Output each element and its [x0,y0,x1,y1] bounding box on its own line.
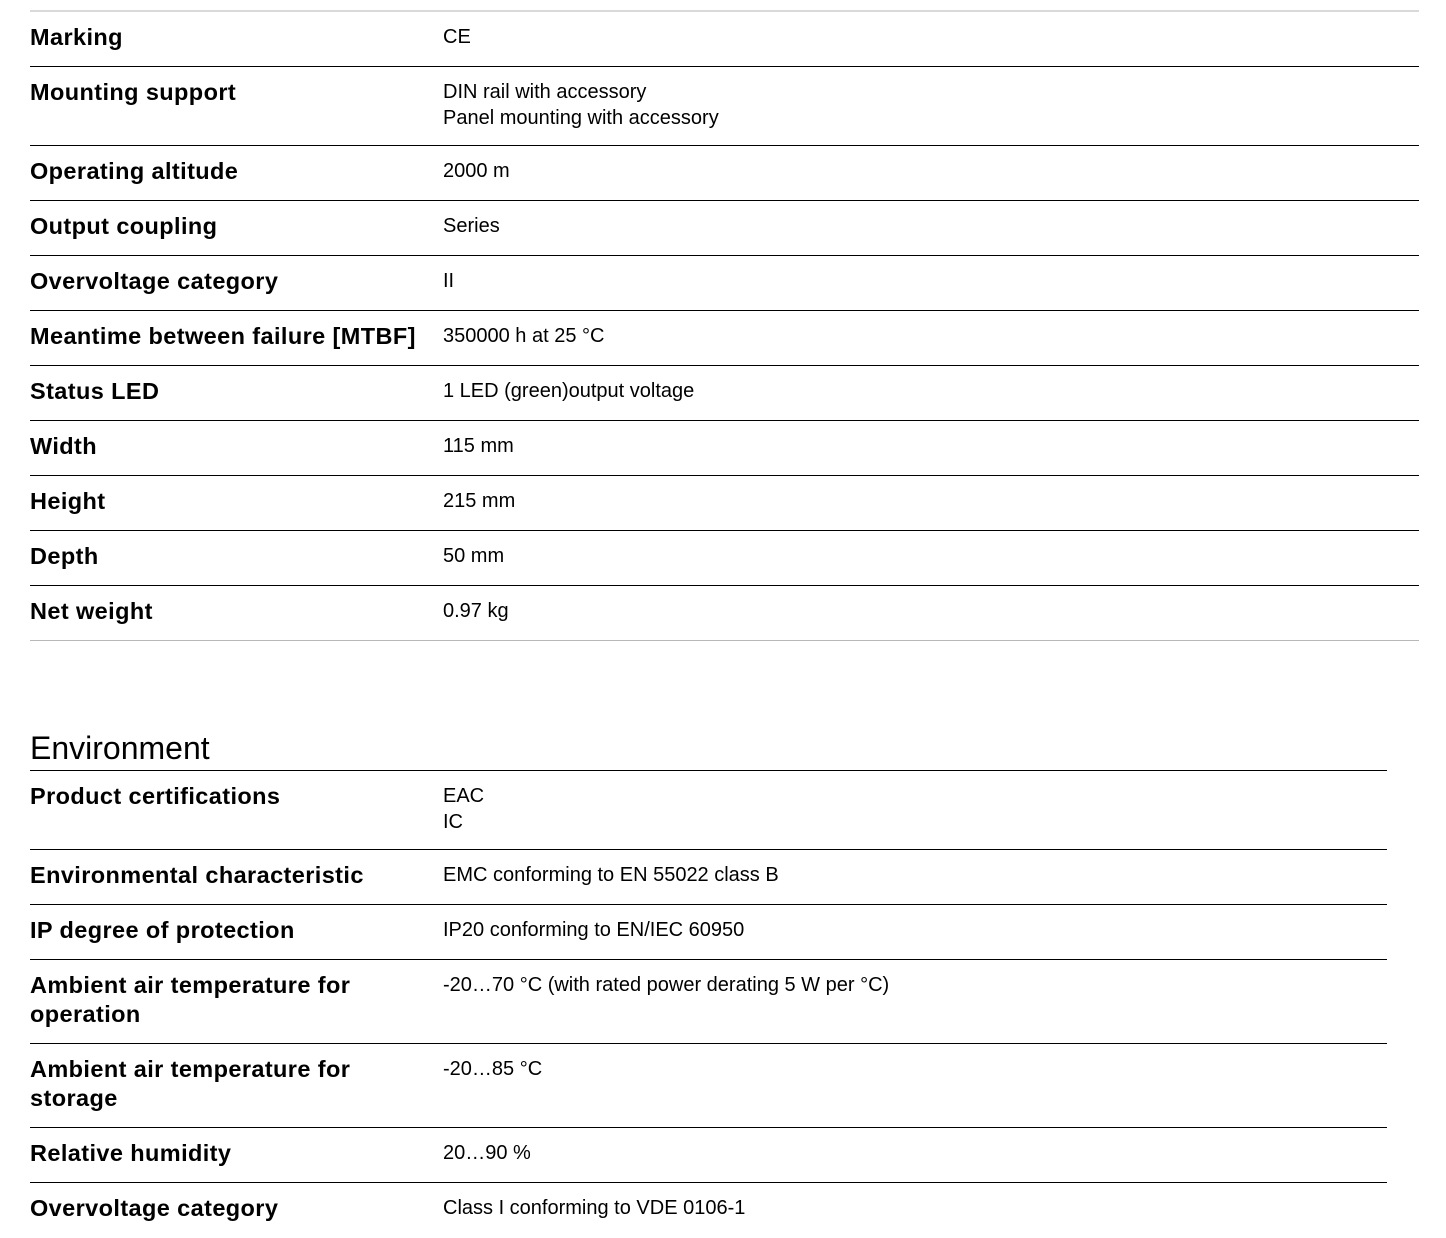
table-row [30,256,1419,311]
spec-value-line: -20…70 °C (with rated power derating 5 W per °C) [443,974,890,996]
table-row [30,960,1387,1044]
spec-value [443,771,1387,850]
spec-label: Ambient air temperature for operation [30,972,351,1027]
spec-value-line: 50 mm [443,545,505,567]
table-row [30,146,1419,201]
spec-value-line: 350000 h at 25 °C [443,325,605,347]
spec-value [443,850,1387,905]
table-row [30,850,1387,905]
spec-label: Overvoltage category [30,1195,279,1221]
spec-label: Net weight [30,598,153,624]
table-row [30,11,1419,67]
spec-value-line: Class I conforming to VDE 0106-1 [443,1197,746,1219]
spec-label: Product certifications [30,783,281,809]
environment-spec-table [30,770,1387,1237]
general-spec-table [30,10,1419,641]
spec-value-line: 20…90 % [443,1142,531,1164]
spec-value-line: DIN rail with accessory [443,81,647,103]
spec-label: Relative humidity [30,1140,232,1166]
spec-value [443,905,1387,960]
spec-value-line: 115 mm [443,435,514,457]
spec-value [443,476,1419,531]
spec-value-line: EMC conforming to EN 55022 class B [443,864,779,886]
spec-value [443,586,1419,641]
spec-value [443,960,1387,1044]
spec-value-line: CE [443,26,471,48]
spec-value-line: -20…85 °C [443,1058,543,1080]
spec-value-line: 215 mm [443,490,516,512]
spec-value-line: IP20 conforming to EN/IEC 60950 [443,919,745,941]
spec-value-line: Series [443,215,500,237]
spec-value [443,421,1419,476]
spec-value [443,1044,1387,1128]
spec-value [443,67,1419,146]
table-row [30,366,1419,421]
table-row [30,586,1419,641]
spec-label: Width [30,433,98,459]
spec-label: Meantime between failure [MTBF] [30,323,416,349]
spec-value [443,531,1419,586]
spec-value [443,1183,1387,1238]
spec-label: IP degree of protection [30,917,295,943]
spec-label: Output coupling [30,213,218,239]
spec-label: Environmental characteristic [30,862,364,888]
spec-value-line: 0.97 kg [443,600,509,622]
spec-label: Height [30,488,106,514]
spec-label: Marking [30,24,123,50]
spec-label: Operating altitude [30,158,239,184]
table-row [30,1183,1387,1238]
table-row [30,771,1387,850]
table-row [30,201,1419,256]
spec-value-line: 2000 m [443,160,510,182]
spec-value-line: 1 LED (green)output voltage [443,380,695,402]
table-row [30,67,1419,146]
table-row [30,311,1419,366]
spec-value-line: EAC [443,785,485,807]
spec-value [443,146,1419,201]
spec-label: Ambient air temperature for storage [30,1056,351,1111]
spec-value [443,366,1419,421]
spec-value [443,201,1419,256]
spec-value [443,256,1419,311]
table-row [30,905,1387,960]
spec-value [443,1128,1387,1183]
spec-value-line: IC [443,811,463,833]
spec-label: Depth [30,543,99,569]
spec-value-line: Panel mounting with accessory [443,107,719,129]
table-row [30,531,1419,586]
spec-value [443,311,1419,366]
spec-label: Status LED [30,378,160,404]
table-row [30,1044,1387,1128]
spec-label: Mounting support [30,79,237,105]
table-row [30,1128,1387,1183]
spec-value [443,11,1419,67]
spec-value-line: II [443,270,455,292]
spec-label: Overvoltage category [30,268,279,294]
section-title-environment: Environment [30,730,210,766]
table-row [30,476,1419,531]
table-row [30,421,1419,476]
